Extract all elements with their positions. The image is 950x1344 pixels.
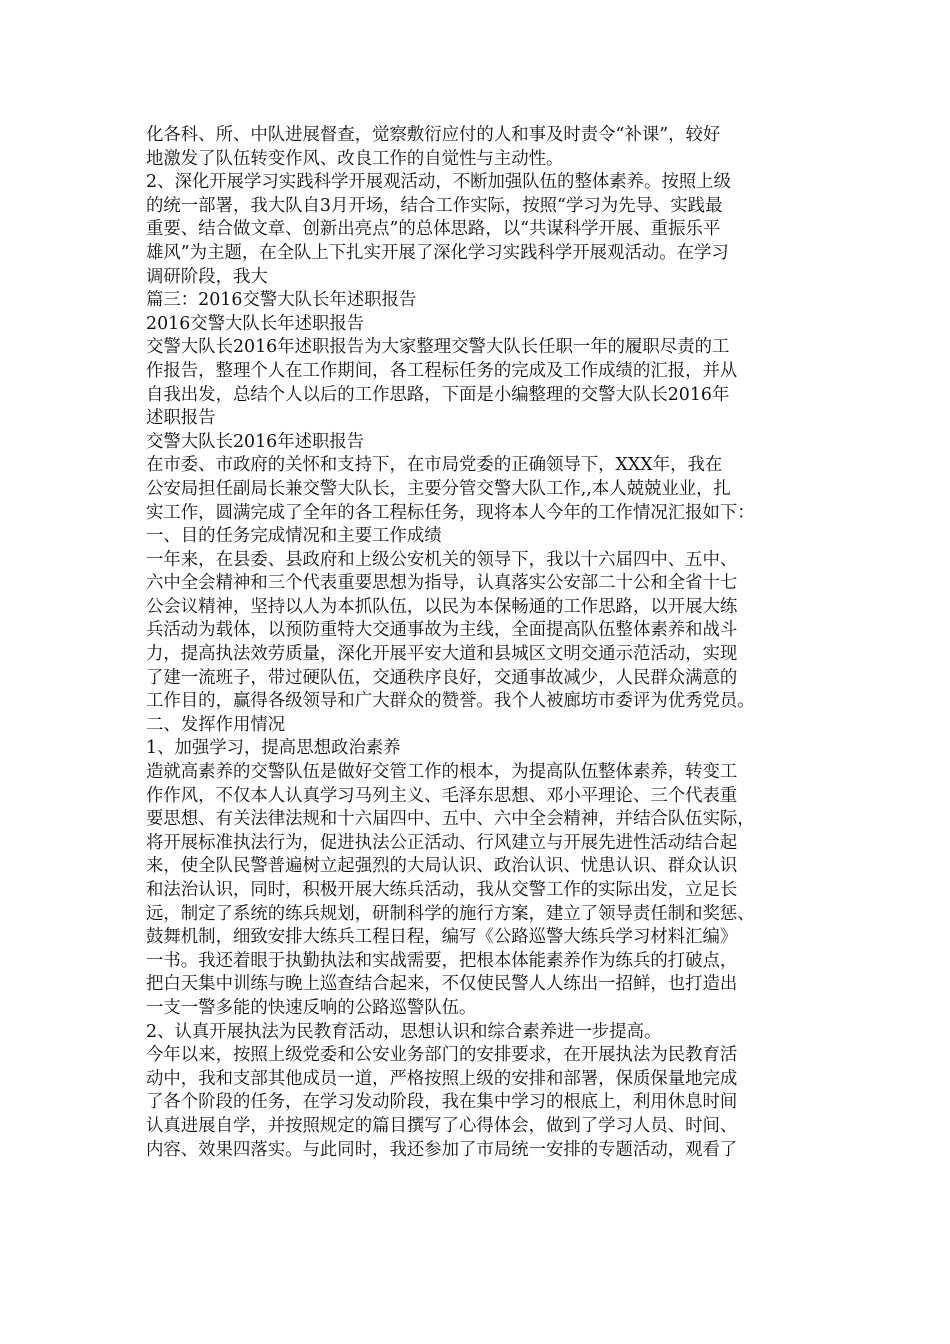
text-line: 把白天集中训练与晚上巡查结合起来，不仅使民警人人练出一招鲜，也打造出 — [146, 974, 738, 995]
text-line: 公安局担任副局长兼交警大队长，主要分管交警大队工作,,本人兢兢业业，扎 — [146, 478, 731, 499]
text-line: 作作风，不仅本人认真学习马列主义、毛泽东思想、邓小平理论、三个代表重 — [146, 785, 738, 806]
text-line: 调研阶段，我大 — [146, 266, 268, 287]
text-line: 今年以来，按照上级党委和公安业务部门的安排要求，在开展执法为民教育活 — [146, 1045, 738, 1066]
text-line: 内容、效果四落实。与此同时，我还参加了市局统一安排的专题活动，观看了 — [146, 1139, 738, 1160]
text-line: 六中全会精神和三个代表重要思想为指导，认真落实公安部二十公和全省十七 — [146, 573, 738, 594]
report-title: 交警大队长2016年述职报告 — [146, 431, 365, 452]
text-line: 重要、结合做文章、创新出亮点”的总体思路，以“共谋科学开展、重振乐平 — [146, 219, 721, 240]
text-line: 将开展标准执法行为，促进执法公正活动、行风建立与开展先进性活动结合起 — [146, 832, 738, 853]
text-line: 公会议精神，坚持以人为本抓队伍，以民为本保畅通的工作思路，以开展大练 — [146, 596, 738, 617]
text-line: 力，提高执法效劳质量，深化开展平安大道和县城区文明交通示范活动，实现 — [146, 644, 738, 665]
text-line: 鼓舞机制，细致安排大练兵工程日程，编写《公路巡警大练兵学习材料汇编》 — [146, 927, 738, 948]
text-line: 交警大队长2016年述职报告为大家整理交警大队长任职一年的履职尽责的工 — [146, 337, 730, 358]
text-line: 了各个阶段的任务，在学习发动阶段，我在集中学习的根底上，利用休息时间 — [146, 1092, 738, 1113]
text-line: 述职报告 — [146, 408, 216, 429]
text-line: 实工作，圆满完成了全年的各工程标任务，现将本人今年的工作情况汇报如下： — [146, 502, 755, 523]
document-body — [146, 124, 810, 1162]
text-line: 一书。我还着眼于执勤执法和实战需要，把根本体能素养作为练兵的打破点， — [146, 950, 738, 971]
section-heading: 二、发挥作用情况 — [146, 714, 286, 735]
text-line: 自我出发，总结个人以后的工作思路，下面是小编整理的交警大队长2016年 — [146, 384, 730, 405]
text-line: 动中，我和支部其他成员一道，严格按照上级的安排和部署，保质保量地完成 — [146, 1068, 738, 1089]
section-heading: 篇三：2016交警大队长年述职报告 — [146, 290, 417, 311]
section-heading: 一、目的任务完成情况和主要工作成绩 — [146, 526, 442, 547]
text-line: 一年来，在县委、县政府和上级公安机关的领导下，我以十六届四中、五中、 — [146, 549, 738, 570]
text-line: 了建一流班子，带过硬队伍，交通秩序良好，交通事故减少，人民群众满意的 — [146, 667, 738, 688]
text-line: 和法治认识，同时，积极开展大练兵活动，我从交警工作的实际出发，立足长 — [146, 880, 738, 900]
text-line: 造就高素养的交警队伍是做好交管工作的根本，为提高队伍整体素养，转变工 — [146, 762, 738, 783]
subsection-heading: 2、认真开展执法为民教育活动，思想认识和综合素养进一步提高。 — [146, 1021, 662, 1042]
text-line: 雄风”为主题，在全队上下扎实开展了深化学习实践科学开展观活动。在学习 — [146, 242, 729, 263]
text-line: 认真进展自学，并按照规定的篇目撰写了心得体会，做到了学习人员、时间、 — [146, 1115, 738, 1136]
text-line: 化各科、所、中队进展督查，觉察敷衍应付的人和事及时责令“补课”，较好 — [146, 125, 721, 145]
subsection-heading: 1、加强学习，提高思想政治素养 — [146, 738, 401, 759]
document-title: 2016交警大队长年述职报告 — [146, 313, 365, 334]
text-line: 兵活动为载体，以预防重特大交通事故为主线，全面提高队伍整体素养和战斗 — [146, 620, 738, 641]
text-line: 的统一部署，我大队自3月开场，结合工作实际，按照“学习为先导、实践最 — [146, 195, 723, 216]
text-line: 一支一警多能的快速反响的公路巡警队伍。 — [146, 997, 477, 1018]
text-line: 2、深化开展学习实践科学开展观活动，不断加强队伍的整体素养。按照上级 — [146, 172, 731, 193]
text-line: 在市委、市政府的关怀和支持下，在市局党委的正确领导下，XXX年，我在 — [146, 455, 723, 476]
text-line: 来，使全队民警普遍树立起强烈的大局认识、政治认识、忧患认识、群众认识 — [146, 856, 738, 877]
text-line: 远，制定了系统的练兵规划，研制科学的施行方案，建立了领导责任制和奖惩、 — [146, 903, 755, 924]
text-line: 地激发了队伍转变作风、改良工作的自觉性与主动性。 — [146, 148, 564, 169]
text-line: 作报告，整理个人在工作期间，各工程标任务的完成及工作成绩的汇报，并从 — [146, 360, 738, 381]
text-line: 要思想、有关法律法规和十六届四中、五中、六中全会精神，并结合队伍实际， — [146, 809, 755, 830]
text-line: 工作目的，赢得各级领导和广大群众的赞誉。我个人被廊坊市委评为优秀党员。 — [146, 691, 755, 712]
